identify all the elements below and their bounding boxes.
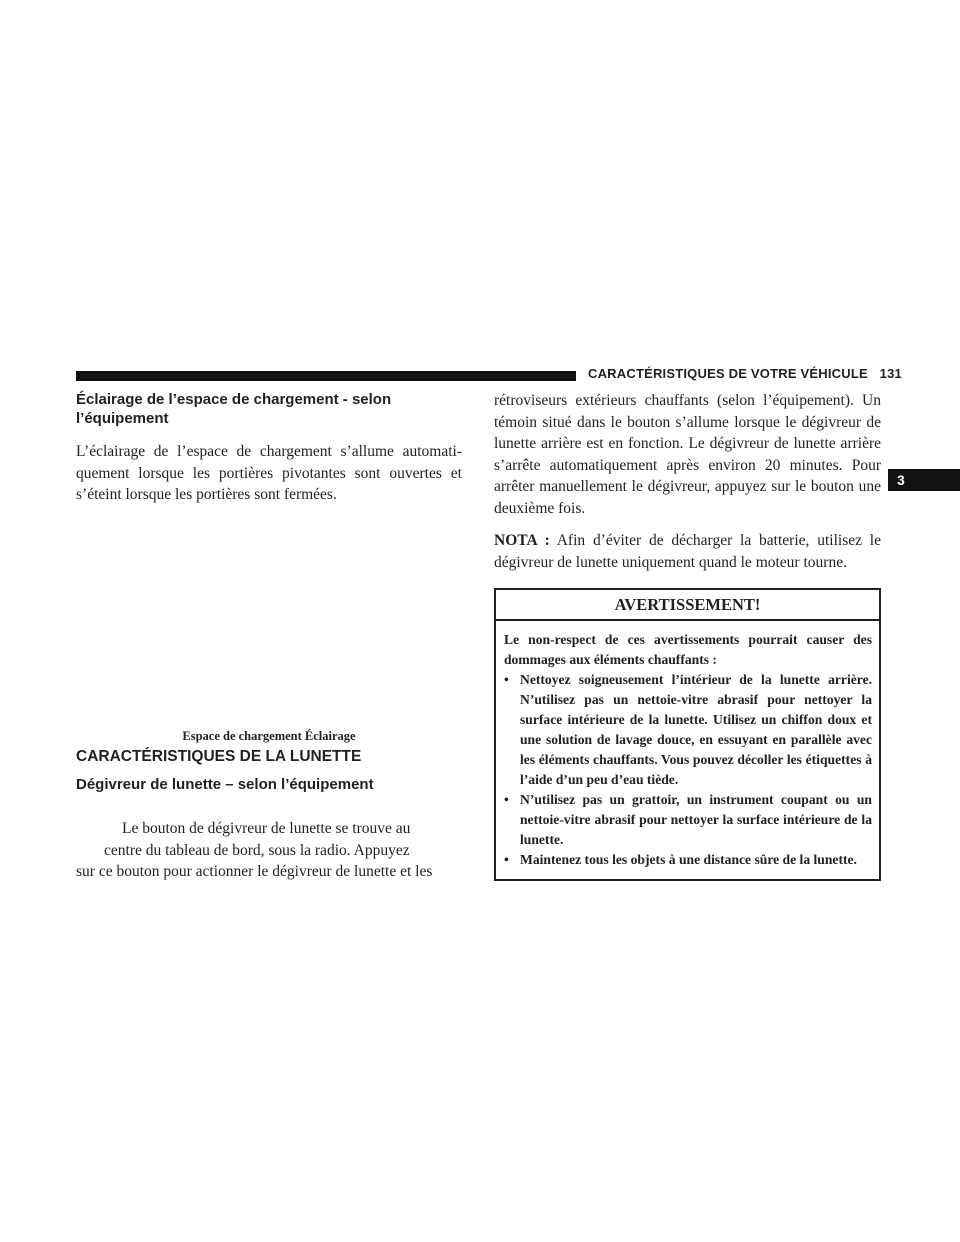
bullet-glyph: • <box>504 792 509 807</box>
warning-item-text: Nettoyez soigneusement l’intérieur de la lunette arrière. N’utilisez pas un nettoie-vitre abrasif pour nettoyer la surface intérieure de la lunette. Utilisez un chiffon doux et une solution de lavage douce, en essuyant en parallèle avec les éléments chauffants. Vous pouvez décoller les étiquettes à l’aide d’un peu d’eau tiède. <box>520 672 872 787</box>
warning-item-text: N’utilisez pas un grattoir, un instrument coupant ou un nettoie-vitre abrasif pour nettoyer la surface intérieure de la lunette. <box>520 792 872 847</box>
defroster-continued: rétroviseurs extérieurs chauffants (selon l’équipement). Un témoin situé dans le bouton s’allume lorsque le dégivreur de lunette arrière est en fonction. Le dégivreur de lunette arrière s’arrête automatiquement après environ 20 minutes. Pour arrêter manuellement le dégivreur, appuyez sur le bouton une deuxième fois. <box>494 392 881 517</box>
defroster-line-3: sur ce bouton pour actionner le dégivreur de lunette et les <box>76 863 433 880</box>
window-features-heading: CARACTÉRISTIQUES DE LA LUNETTE <box>76 748 362 765</box>
left-column <box>76 390 462 880</box>
cargo-lamp-text: L’éclairage de l’espace de chargement s’allume automatiquement lorsque les portières pivotantes sont ouvertes et s’éteint lorsque les portières sont fermées. <box>76 443 462 503</box>
page-number: 131 <box>879 366 902 381</box>
warning-item <box>504 790 872 850</box>
chapter-tab: 3 <box>888 469 960 491</box>
warning-title: AVERTISSEMENT! <box>496 590 879 621</box>
note-label: NOTA : <box>494 532 550 549</box>
cargo-lamp-heading: Éclairage de l’espace de chargement - selon l’équipement <box>76 391 392 427</box>
defroster-line-1: Le bouton de dégivreur de lunette se trouve au <box>122 820 411 837</box>
defroster-heading: Dégivreur de lunette – selon l’équipement <box>76 776 374 793</box>
warning-body <box>496 621 879 879</box>
defroster-text <box>76 818 462 883</box>
header-rule <box>76 371 576 381</box>
defroster-line-2: centre du tableau de bord, sous la radio. Appuyez <box>104 841 410 859</box>
warning-list <box>504 670 872 870</box>
note-paragraph <box>494 530 881 573</box>
warning-item <box>504 850 872 870</box>
bullet-glyph: • <box>504 852 509 867</box>
warning-item-text: Maintenez tous les objets à une distance sûre de la lunette. <box>520 852 857 867</box>
figure-caption: Espace de chargement Éclairage <box>182 729 356 743</box>
running-header <box>588 366 902 381</box>
warning-item <box>504 670 872 790</box>
warning-intro: Le non-respect de ces avertissements pourrait causer des dommages aux éléments chauffants : <box>504 632 872 667</box>
bullet-glyph: • <box>504 672 509 687</box>
right-column <box>494 390 881 881</box>
note-text: Afin d’éviter de décharger la batterie, utilisez le dégivreur de lunette uniquement quand le moteur tourne. <box>494 532 881 571</box>
warning-box <box>494 588 881 881</box>
running-header-title: CARACTÉRISTIQUES DE VOTRE VÉHICULE <box>588 366 868 381</box>
